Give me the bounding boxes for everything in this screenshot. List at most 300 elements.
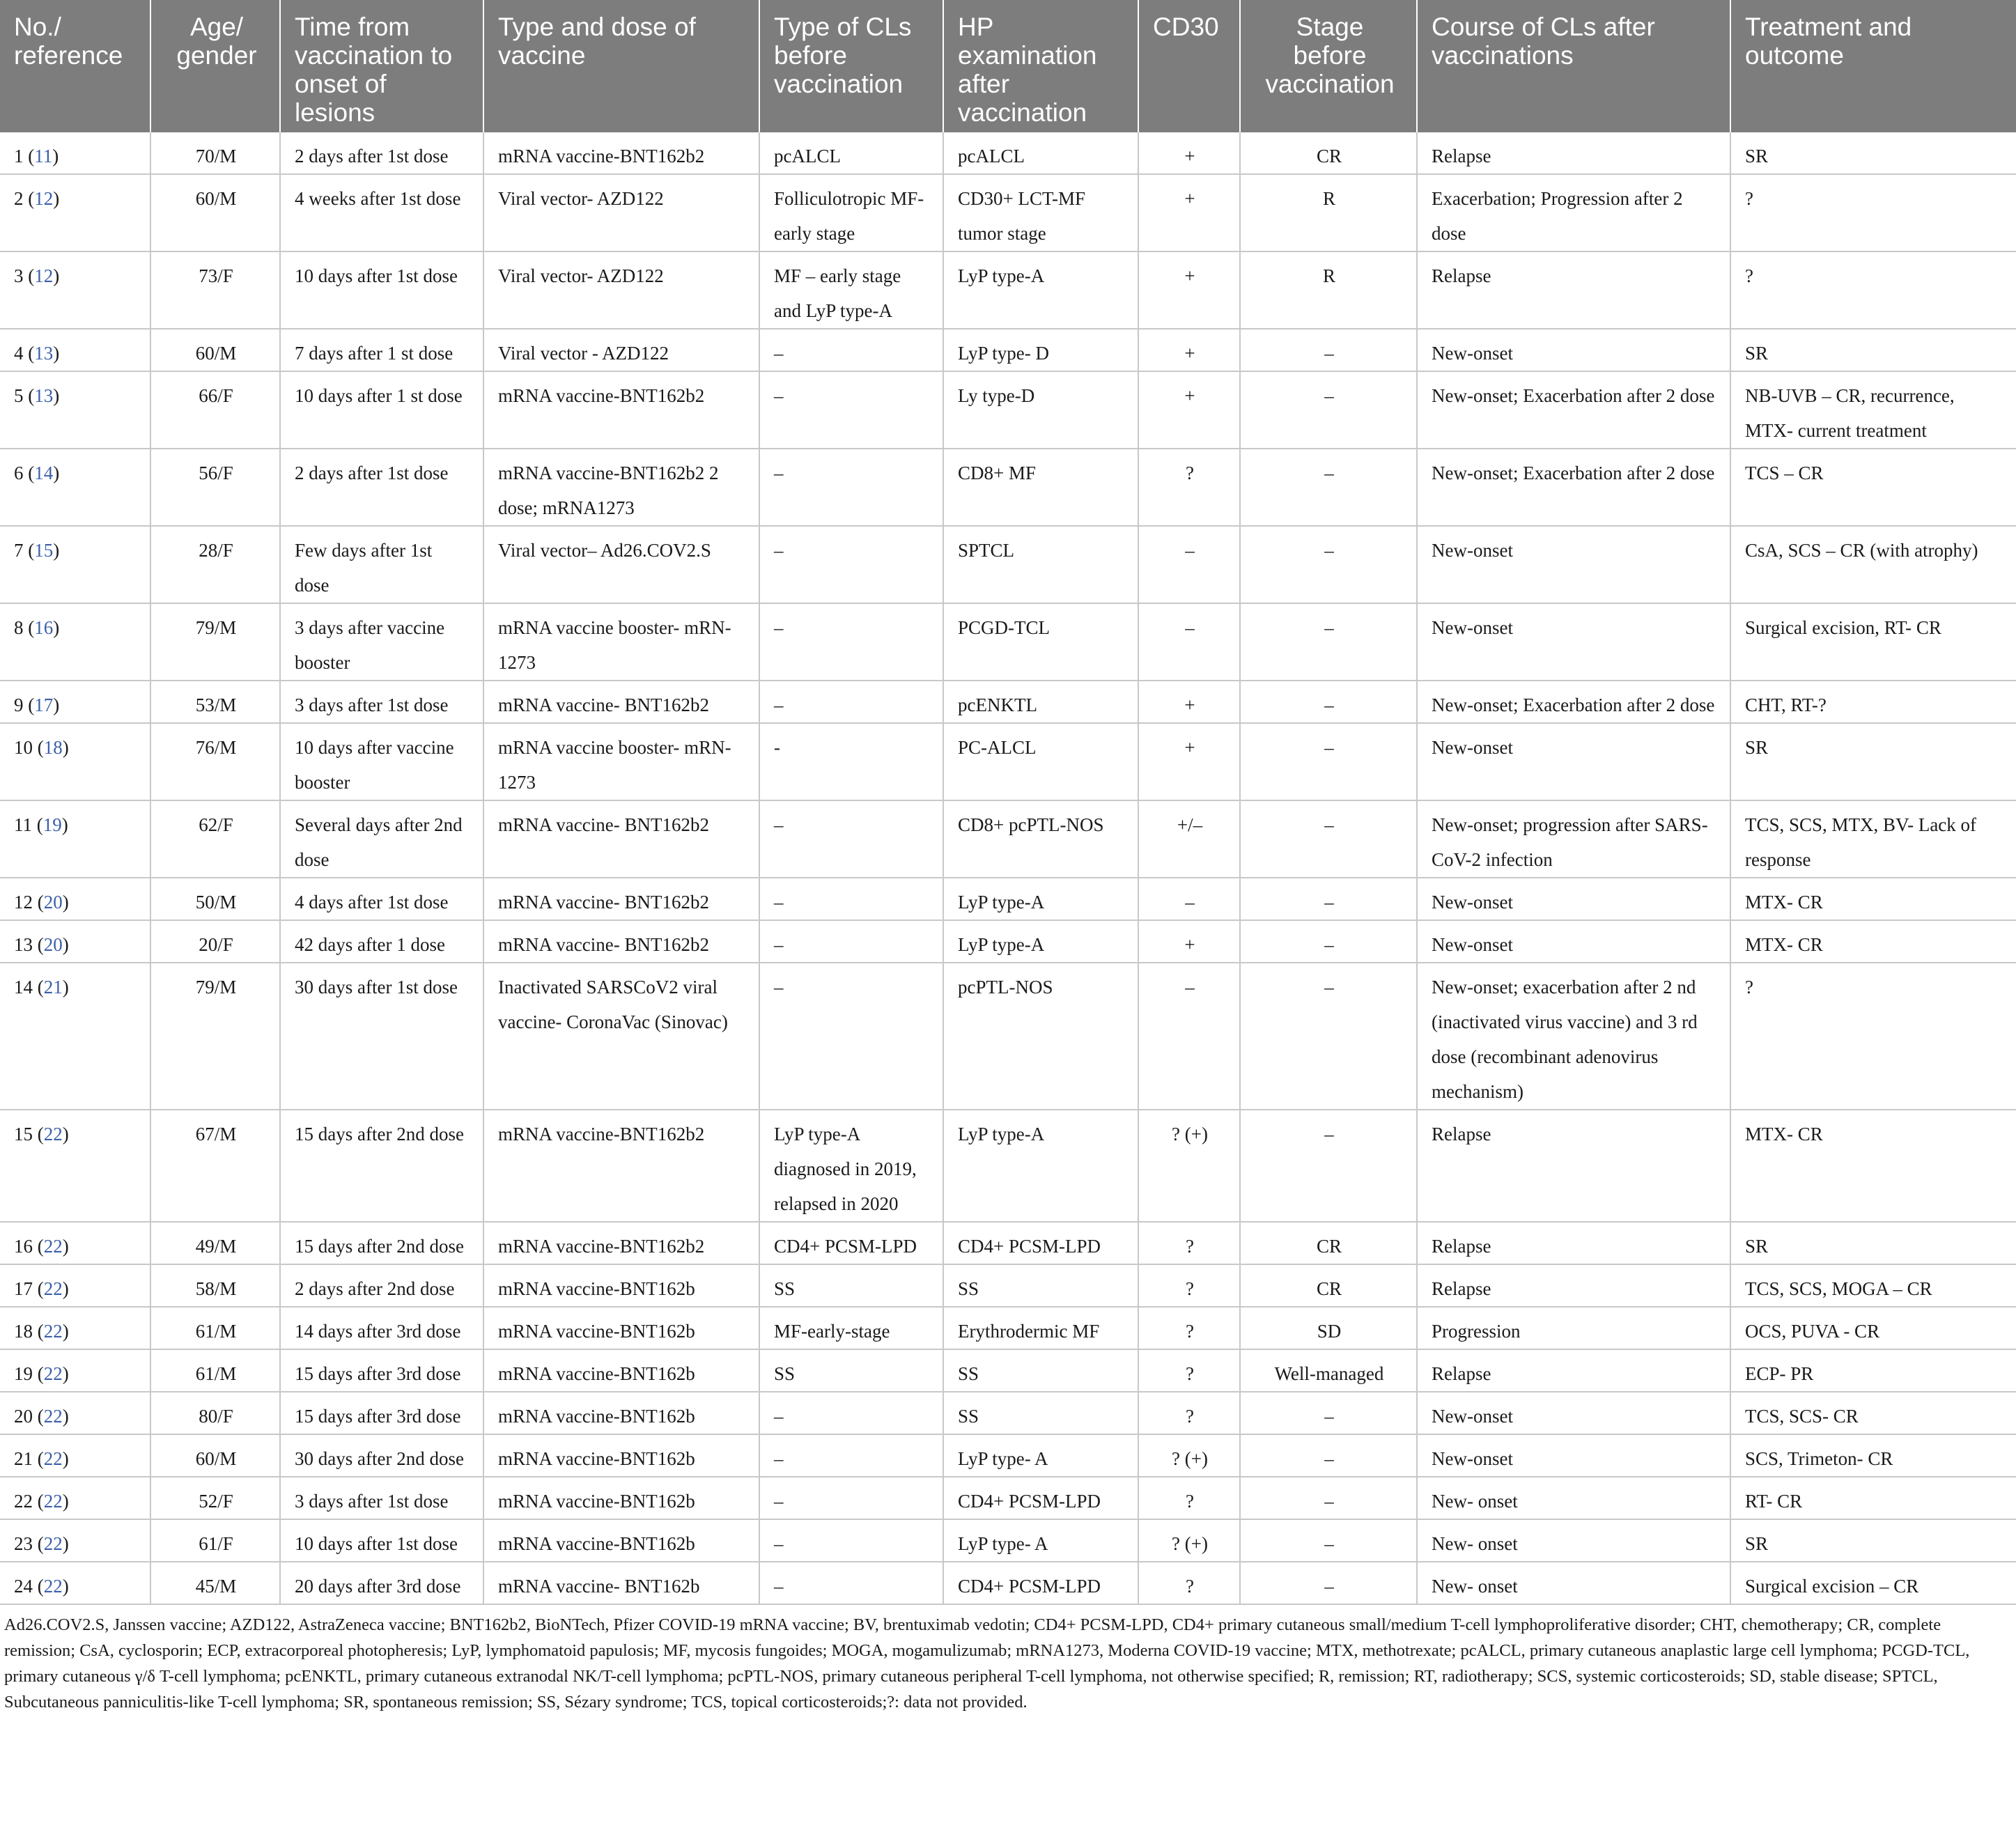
cell-time-to-onset: 20 days after 3rd dose (280, 1562, 483, 1604)
cell-cl-before: – (759, 963, 943, 1110)
cell-hp-exam: SS (943, 1264, 1138, 1307)
cell-cd30: – (1138, 963, 1240, 1110)
cell-vaccine: Viral vector– Ad26.COV2.S (483, 526, 759, 603)
cell-stage: – (1240, 329, 1417, 371)
cell-course: Relapse (1417, 1110, 1730, 1222)
cell-time-to-onset: 42 days after 1 dose (280, 920, 483, 963)
reference-link[interactable]: 13 (34, 343, 54, 364)
cell-treatment: SR (1730, 1222, 2016, 1264)
cell-hp-exam: LyP type- D (943, 329, 1138, 371)
cell-cl-before: – (759, 449, 943, 526)
cell-treatment: NB-UVB – CR, recurrence, MTX- current treatment (1730, 371, 2016, 449)
cell-treatment: Surgical excision, RT- CR (1730, 603, 2016, 681)
cell-vaccine: mRNA vaccine-BNT162b (483, 1392, 759, 1434)
cell-cd30: ? (+) (1138, 1110, 1240, 1222)
cell-hp-exam: Erythrodermic MF (943, 1307, 1138, 1349)
table-row (0, 1392, 2016, 1434)
cell-vaccine: mRNA vaccine booster- mRN-1273 (483, 603, 759, 681)
cell-time-to-onset: 2 days after 1st dose (280, 132, 483, 174)
cell-vaccine: mRNA vaccine- BNT162b2 (483, 878, 759, 920)
cell-age-gender: 76/M (150, 723, 280, 800)
reference-link[interactable]: 15 (34, 540, 54, 561)
case-number: 18 (14, 1321, 33, 1342)
reference-link[interactable]: 22 (43, 1406, 63, 1427)
cell-stage: – (1240, 371, 1417, 449)
cell-course: Relapse (1417, 251, 1730, 329)
cell-course: New-onset (1417, 920, 1730, 963)
cell-cd30: ? (+) (1138, 1519, 1240, 1562)
cell-no-reference: 15 (22) (0, 1110, 150, 1222)
cell-cd30: + (1138, 174, 1240, 251)
case-number: 20 (14, 1406, 33, 1427)
cell-stage: – (1240, 1477, 1417, 1519)
cell-stage: R (1240, 251, 1417, 329)
case-number: 17 (14, 1278, 33, 1299)
cell-cl-before: - (759, 723, 943, 800)
cell-no-reference: 22 (22) (0, 1477, 150, 1519)
header-cell: Course of CLs after vaccinations (1417, 0, 1730, 132)
cell-hp-exam: LyP type-A (943, 1110, 1138, 1222)
cell-treatment: OCS, PUVA - CR (1730, 1307, 2016, 1349)
cell-hp-exam: CD4+ PCSM-LPD (943, 1222, 1138, 1264)
cell-course: New-onset; Exacerbation after 2 dose (1417, 371, 1730, 449)
cell-age-gender: 49/M (150, 1222, 280, 1264)
cell-vaccine: mRNA vaccine booster- mRN-1273 (483, 723, 759, 800)
cell-no-reference: 6 (14) (0, 449, 150, 526)
cell-cl-before: pcALCL (759, 132, 943, 174)
cell-course: New- onset (1417, 1562, 1730, 1604)
cell-cd30: – (1138, 526, 1240, 603)
table-row (0, 1434, 2016, 1477)
cell-stage: Well-managed (1240, 1349, 1417, 1392)
cell-treatment: SR (1730, 132, 2016, 174)
cell-age-gender: 60/M (150, 1434, 280, 1477)
reference-link[interactable]: 22 (43, 1363, 63, 1384)
reference-link[interactable]: 17 (34, 695, 54, 715)
cell-hp-exam: CD30+ LCT-MF tumor stage (943, 174, 1138, 251)
cell-time-to-onset: 10 days after 1st dose (280, 251, 483, 329)
cell-age-gender: 80/F (150, 1392, 280, 1434)
cell-treatment: TCS, SCS, MTX, BV- Lack of response (1730, 800, 2016, 878)
cell-hp-exam: LyP type- A (943, 1434, 1138, 1477)
cell-vaccine: Viral vector- AZD122 (483, 174, 759, 251)
case-number: 19 (14, 1363, 33, 1384)
case-number: 4 (14, 343, 24, 364)
cell-cd30: + (1138, 251, 1240, 329)
table-row (0, 1222, 2016, 1264)
cell-no-reference: 14 (21) (0, 963, 150, 1110)
cell-vaccine: mRNA vaccine- BNT162b2 (483, 681, 759, 723)
cell-vaccine: Viral vector- AZD122 (483, 251, 759, 329)
cell-age-gender: 61/M (150, 1349, 280, 1392)
cell-cd30: ? (1138, 1222, 1240, 1264)
cell-time-to-onset: 30 days after 2nd dose (280, 1434, 483, 1477)
cell-cd30: ? (1138, 1264, 1240, 1307)
cell-hp-exam: LyP type-A (943, 878, 1138, 920)
cell-treatment: ? (1730, 174, 2016, 251)
case-number: 15 (14, 1124, 33, 1144)
cell-age-gender: 28/F (150, 526, 280, 603)
cell-vaccine: mRNA vaccine-BNT162b (483, 1264, 759, 1307)
cell-cl-before: – (759, 1519, 943, 1562)
cell-time-to-onset: 15 days after 3rd dose (280, 1349, 483, 1392)
cell-treatment: SR (1730, 723, 2016, 800)
table-row (0, 800, 2016, 878)
cell-cd30: + (1138, 920, 1240, 963)
header-cell: HP examination after vaccination (943, 0, 1138, 132)
cell-no-reference: 23 (22) (0, 1519, 150, 1562)
cell-no-reference: 17 (22) (0, 1264, 150, 1307)
cell-stage: CR (1240, 132, 1417, 174)
cell-stage: CR (1240, 1264, 1417, 1307)
cell-age-gender: 79/M (150, 603, 280, 681)
cell-course: New- onset (1417, 1519, 1730, 1562)
cell-hp-exam: Ly type-D (943, 371, 1138, 449)
cell-age-gender: 61/F (150, 1519, 280, 1562)
cell-stage: – (1240, 603, 1417, 681)
reference-link[interactable]: 22 (43, 1124, 63, 1144)
cell-age-gender: 67/M (150, 1110, 280, 1222)
cell-treatment: TCS, SCS, MOGA – CR (1730, 1264, 2016, 1307)
case-number: 24 (14, 1576, 33, 1597)
cell-no-reference: 9 (17) (0, 681, 150, 723)
cell-cd30: + (1138, 681, 1240, 723)
cell-cl-before: – (759, 1434, 943, 1477)
cell-time-to-onset: 15 days after 3rd dose (280, 1392, 483, 1434)
cell-stage: CR (1240, 1222, 1417, 1264)
cell-no-reference: 10 (18) (0, 723, 150, 800)
table-row (0, 963, 2016, 1110)
cell-stage: – (1240, 800, 1417, 878)
cell-time-to-onset: 7 days after 1 st dose (280, 329, 483, 371)
table-row (0, 723, 2016, 800)
cell-no-reference: 13 (20) (0, 920, 150, 963)
reference-link[interactable]: 12 (34, 188, 54, 209)
cell-cd30: ? (1138, 1349, 1240, 1392)
cell-age-gender: 20/F (150, 920, 280, 963)
cell-vaccine: Inactivated SARSCoV2 viral vaccine- CoronaVac (Sinovac) (483, 963, 759, 1110)
cell-no-reference: 16 (22) (0, 1222, 150, 1264)
cell-treatment: TCS – CR (1730, 449, 2016, 526)
cell-course: Relapse (1417, 132, 1730, 174)
cell-course: New-onset (1417, 329, 1730, 371)
cell-cd30: + (1138, 723, 1240, 800)
table-row (0, 1562, 2016, 1604)
cell-treatment: MTX- CR (1730, 920, 2016, 963)
cell-age-gender: 70/M (150, 132, 280, 174)
cell-age-gender: 73/F (150, 251, 280, 329)
cell-cl-before: CD4+ PCSM-LPD (759, 1222, 943, 1264)
reference-link[interactable]: 13 (34, 385, 54, 406)
header-cell: Stage before vaccination (1240, 0, 1417, 132)
cell-no-reference: 20 (22) (0, 1392, 150, 1434)
case-number: 7 (14, 540, 24, 561)
header-cell: No./ reference (0, 0, 150, 132)
cell-hp-exam: LyP type-A (943, 251, 1138, 329)
cell-hp-exam: SS (943, 1349, 1138, 1392)
case-number: 5 (14, 385, 24, 406)
cell-hp-exam: pcPTL-NOS (943, 963, 1138, 1110)
cell-stage: – (1240, 1519, 1417, 1562)
cell-hp-exam: PC-ALCL (943, 723, 1138, 800)
cell-stage: – (1240, 963, 1417, 1110)
case-number: 14 (14, 977, 33, 998)
cell-time-to-onset: 14 days after 3rd dose (280, 1307, 483, 1349)
cell-treatment: TCS, SCS- CR (1730, 1392, 2016, 1434)
cell-course: New-onset; Exacerbation after 2 dose (1417, 449, 1730, 526)
header-cell: Type and dose of vaccine (483, 0, 759, 132)
table-row (0, 603, 2016, 681)
cell-hp-exam: SPTCL (943, 526, 1138, 603)
cell-no-reference: 18 (22) (0, 1307, 150, 1349)
cell-age-gender: 61/M (150, 1307, 280, 1349)
cell-cl-before: Folliculotropic MF-early stage (759, 174, 943, 251)
cell-stage: – (1240, 449, 1417, 526)
cell-cd30: – (1138, 878, 1240, 920)
cell-no-reference: 1 (11) (0, 132, 150, 174)
cell-vaccine: mRNA vaccine-BNT162b (483, 1349, 759, 1392)
cell-vaccine: mRNA vaccine- BNT162b2 (483, 920, 759, 963)
cell-stage: – (1240, 526, 1417, 603)
cell-hp-exam: LyP type-A (943, 920, 1138, 963)
cell-hp-exam: pcALCL (943, 132, 1138, 174)
cell-age-gender: 79/M (150, 963, 280, 1110)
cell-no-reference: 19 (22) (0, 1349, 150, 1392)
cell-course: Progression (1417, 1307, 1730, 1349)
cell-cd30: + (1138, 132, 1240, 174)
reference-link[interactable]: 22 (43, 1576, 63, 1597)
cell-cl-before: – (759, 329, 943, 371)
table-row (0, 1519, 2016, 1562)
cell-cl-before: MF – early stage and LyP type-A (759, 251, 943, 329)
case-number: 8 (14, 617, 24, 638)
reference-link[interactable]: 20 (43, 934, 63, 955)
cell-cl-before: – (759, 1562, 943, 1604)
reference-link[interactable]: 11 (34, 146, 53, 166)
cell-course: New-onset; exacerbation after 2 nd (inactivated virus vaccine) and 3 rd dose (recombinant adenovirus mechanism) (1417, 963, 1730, 1110)
cell-stage: – (1240, 723, 1417, 800)
cell-cd30: ? (1138, 449, 1240, 526)
cell-course: New-onset; progression after SARS-CoV-2 infection (1417, 800, 1730, 878)
cell-stage: – (1240, 681, 1417, 723)
cell-no-reference: 3 (12) (0, 251, 150, 329)
reference-link[interactable]: 18 (43, 737, 63, 758)
table-row (0, 1307, 2016, 1349)
cell-age-gender: 50/M (150, 878, 280, 920)
cell-time-to-onset: 15 days after 2nd dose (280, 1110, 483, 1222)
cell-time-to-onset: 4 weeks after 1st dose (280, 174, 483, 251)
cell-cl-before: SS (759, 1349, 943, 1392)
cell-treatment: ? (1730, 251, 2016, 329)
case-number: 22 (14, 1491, 33, 1512)
cell-no-reference: 21 (22) (0, 1434, 150, 1477)
cell-hp-exam: CD4+ PCSM-LPD (943, 1562, 1138, 1604)
cell-time-to-onset: 30 days after 1st dose (280, 963, 483, 1110)
cell-cd30: ? (1138, 1562, 1240, 1604)
cell-treatment: ECP- PR (1730, 1349, 2016, 1392)
cell-treatment: SR (1730, 1519, 2016, 1562)
cell-vaccine: mRNA vaccine-BNT162b (483, 1477, 759, 1519)
cell-vaccine: mRNA vaccine-BNT162b (483, 1519, 759, 1562)
reference-link[interactable]: 12 (34, 265, 54, 286)
cell-cl-before: – (759, 1477, 943, 1519)
cell-course: Relapse (1417, 1222, 1730, 1264)
table-row (0, 1349, 2016, 1392)
table-row (0, 174, 2016, 251)
cell-treatment: MTX- CR (1730, 1110, 2016, 1222)
cell-time-to-onset: 3 days after 1st dose (280, 681, 483, 723)
cell-no-reference: 5 (13) (0, 371, 150, 449)
cell-vaccine: mRNA vaccine- BNT162b (483, 1562, 759, 1604)
cell-time-to-onset: 10 days after 1st dose (280, 1519, 483, 1562)
cell-hp-exam: SS (943, 1392, 1138, 1434)
reference-link[interactable]: 19 (42, 814, 62, 835)
cell-treatment: Surgical excision – CR (1730, 1562, 2016, 1604)
case-number: 23 (14, 1533, 33, 1554)
case-number: 10 (14, 737, 33, 758)
reference-link[interactable]: 21 (43, 977, 63, 998)
table-row (0, 1264, 2016, 1307)
header-row (0, 0, 2016, 132)
cell-stage: R (1240, 174, 1417, 251)
case-number: 12 (14, 892, 33, 913)
reference-link[interactable]: 22 (43, 1448, 63, 1469)
cell-stage: SD (1240, 1307, 1417, 1349)
cell-time-to-onset: Few days after 1st dose (280, 526, 483, 603)
cell-cl-before: – (759, 603, 943, 681)
table-row (0, 1110, 2016, 1222)
cell-treatment: RT- CR (1730, 1477, 2016, 1519)
cell-vaccine: mRNA vaccine-BNT162b (483, 1307, 759, 1349)
cell-treatment: SCS, Trimeton- CR (1730, 1434, 2016, 1477)
reference-link[interactable]: 22 (43, 1321, 63, 1342)
cell-no-reference: 12 (20) (0, 878, 150, 920)
reference-link[interactable]: 20 (43, 892, 63, 913)
cell-cd30: ? (1138, 1307, 1240, 1349)
cell-no-reference: 11 (19) (0, 800, 150, 878)
cell-vaccine: mRNA vaccine-BNT162b2 (483, 371, 759, 449)
cell-age-gender: 45/M (150, 1562, 280, 1604)
cell-time-to-onset: 3 days after vaccine booster (280, 603, 483, 681)
cell-vaccine: mRNA vaccine- BNT162b2 (483, 800, 759, 878)
cell-cl-before: – (759, 1392, 943, 1434)
table-row (0, 371, 2016, 449)
cell-stage: – (1240, 878, 1417, 920)
cell-course: New-onset (1417, 526, 1730, 603)
cell-treatment: ? (1730, 963, 2016, 1110)
cell-age-gender: 56/F (150, 449, 280, 526)
case-number: 6 (14, 463, 24, 483)
cell-stage: – (1240, 1562, 1417, 1604)
cell-cd30: ? (+) (1138, 1434, 1240, 1477)
cell-cl-before: – (759, 526, 943, 603)
cell-age-gender: 58/M (150, 1264, 280, 1307)
cell-course: New-onset (1417, 723, 1730, 800)
table-row (0, 878, 2016, 920)
table-row (0, 681, 2016, 723)
cell-time-to-onset: Several days after 2nd dose (280, 800, 483, 878)
cell-hp-exam: pcENKTL (943, 681, 1138, 723)
cell-cl-before: – (759, 681, 943, 723)
cell-time-to-onset: 3 days after 1st dose (280, 1477, 483, 1519)
cell-cl-before: – (759, 920, 943, 963)
header-cell: Time from vaccination to onset of lesions (280, 0, 483, 132)
case-number: 1 (14, 146, 24, 166)
cell-stage: – (1240, 1110, 1417, 1222)
cell-hp-exam: CD8+ pcPTL-NOS (943, 800, 1138, 878)
case-number: 11 (14, 814, 32, 835)
cell-cd30: ? (1138, 1392, 1240, 1434)
reference-link[interactable]: 22 (43, 1533, 63, 1554)
cell-no-reference: 4 (13) (0, 329, 150, 371)
reference-link[interactable]: 14 (34, 463, 54, 483)
table-row (0, 132, 2016, 174)
cell-course: Exacerbation; Progression after 2 dose (1417, 174, 1730, 251)
reference-link[interactable]: 16 (34, 617, 54, 638)
cell-treatment: CsA, SCS – CR (with atrophy) (1730, 526, 2016, 603)
cell-no-reference: 7 (15) (0, 526, 150, 603)
case-number: 21 (14, 1448, 33, 1469)
cell-vaccine: mRNA vaccine-BNT162b2 (483, 1222, 759, 1264)
cell-course: New- onset (1417, 1477, 1730, 1519)
case-number: 16 (14, 1236, 33, 1257)
cell-course: New-onset (1417, 1434, 1730, 1477)
cell-cl-before: SS (759, 1264, 943, 1307)
reference-link[interactable]: 22 (43, 1491, 63, 1512)
cell-stage: – (1240, 1434, 1417, 1477)
cell-treatment: MTX- CR (1730, 878, 2016, 920)
cell-stage: – (1240, 920, 1417, 963)
cell-cd30: – (1138, 603, 1240, 681)
header-cell: CD30 (1138, 0, 1240, 132)
cell-hp-exam: CD8+ MF (943, 449, 1138, 526)
cell-course: New-onset (1417, 603, 1730, 681)
table-footnote: Ad26.COV2.S, Janssen vaccine; AZD122, AstraZeneca vaccine; BNT162b2, BioNTech, Pfizer COVID-19 mRNA vaccine; BV, brentuximab vedotin; CD4+ PCSM-LPD, CD4+ primary cutaneous small/medium T-cell lymphoproliferative disorder; CHT, chemotherapy; CR, complete remission; CsA, cyclosporin; ECP, extracorporeal photopheresis; LyP, lymphomatoid papulosis; MF, mycosis fungoides; MOGA, mogamulizumab; mRNA1273, Moderna COVID-19 vaccine; MTX, methotrexate; pcALCL, primary cutaneous anaplastic large cell lymphoma; PCGD-TCL, primary cutaneous γ/δ T-cell lymphoma; pcENKTL, primary cutaneous extranodal NK/T-cell lymphoma; pcPTL-NOS, primary cutaneous peripheral T-cell lymphoma, not otherwise specified; R, remission; RT, radiotherapy; SCS, systemic corticosteroids; SD, stable disease; SPTCL, Subcutaneous panniculitis-like T-cell lymphoma; SR, spontaneous remission; SS, Sézary syndrome; TCS, topical corticosteroids;?: data not provided. (4, 1615, 1970, 1712)
cell-course: New-onset; Exacerbation after 2 dose (1417, 681, 1730, 723)
reference-link[interactable]: 22 (43, 1236, 63, 1257)
cell-no-reference: 24 (22) (0, 1562, 150, 1604)
cell-age-gender: 60/M (150, 329, 280, 371)
cell-cl-before: MF-early-stage (759, 1307, 943, 1349)
cell-hp-exam: CD4+ PCSM-LPD (943, 1477, 1138, 1519)
cell-cl-before: LyP type-A diagnosed in 2019, relapsed in 2020 (759, 1110, 943, 1222)
table-row (0, 526, 2016, 603)
cell-time-to-onset: 10 days after vaccine booster (280, 723, 483, 800)
cell-treatment: CHT, RT-? (1730, 681, 2016, 723)
cell-time-to-onset: 10 days after 1 st dose (280, 371, 483, 449)
cell-age-gender: 66/F (150, 371, 280, 449)
cell-no-reference: 8 (16) (0, 603, 150, 681)
case-number: 2 (14, 188, 24, 209)
cell-no-reference: 2 (12) (0, 174, 150, 251)
cell-age-gender: 62/F (150, 800, 280, 878)
header-cell: Treatment and outcome (1730, 0, 2016, 132)
header-cell: Age/ gender (150, 0, 280, 132)
cell-cl-before: – (759, 371, 943, 449)
reference-link[interactable]: 22 (43, 1278, 63, 1299)
case-number: 13 (14, 934, 33, 955)
cell-cd30: +/– (1138, 800, 1240, 878)
cell-stage: – (1240, 1392, 1417, 1434)
cell-vaccine: mRNA vaccine-BNT162b2 (483, 132, 759, 174)
cell-age-gender: 53/M (150, 681, 280, 723)
cell-hp-exam: LyP type- A (943, 1519, 1138, 1562)
cell-vaccine: mRNA vaccine-BNT162b (483, 1434, 759, 1477)
table-row (0, 920, 2016, 963)
cell-cd30: + (1138, 329, 1240, 371)
cell-vaccine: mRNA vaccine-BNT162b2 (483, 1110, 759, 1222)
cell-hp-exam: PCGD-TCL (943, 603, 1138, 681)
